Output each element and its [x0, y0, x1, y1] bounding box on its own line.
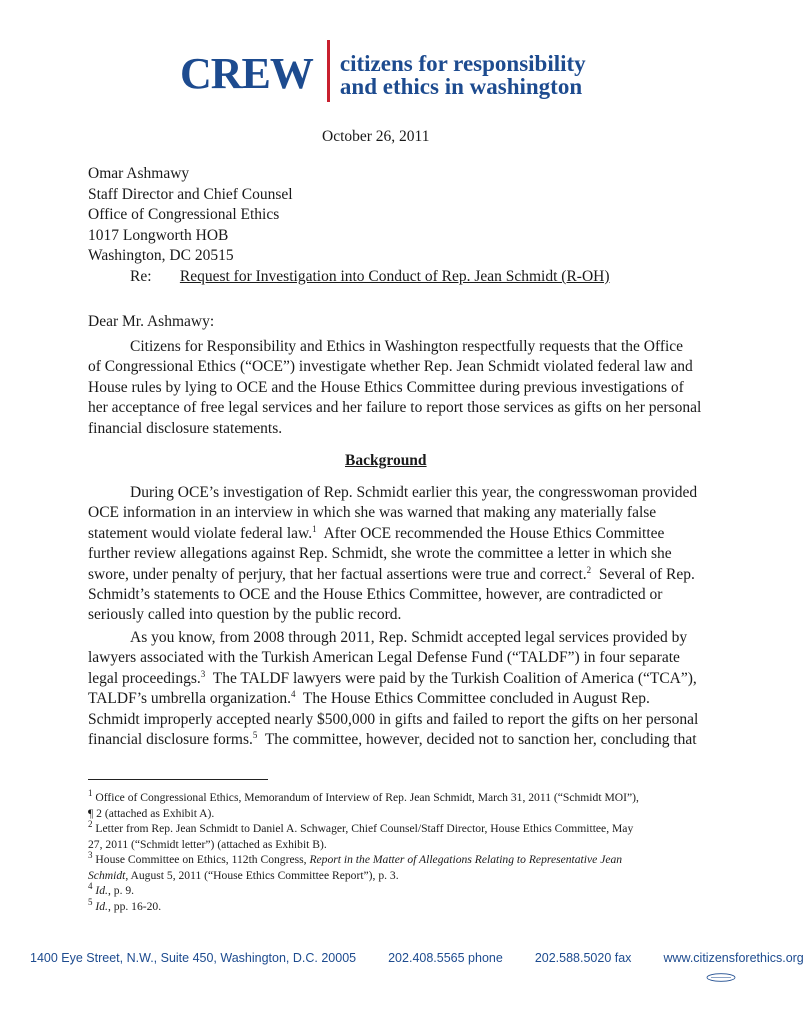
paragraph-line	[88, 524, 682, 544]
logo-name-line2: and ethics in washington	[339, 74, 583, 99]
footer-website: www.citizensforethics.org	[663, 951, 804, 965]
footnote-2-cont: 27, 2011 (“Schmidt letter”) (attached as Exhibit B).	[88, 837, 327, 851]
footnote-separator	[88, 779, 268, 780]
subject-line	[130, 268, 610, 286]
footnote-ref: 2	[586, 564, 592, 575]
footnote-text: , August 5, 2011 (“House Ethics Committee Report”), p. 3.	[125, 868, 399, 882]
footnote-number: 1	[88, 788, 93, 799]
footnote-3-cont	[88, 868, 698, 884]
paragraph-line: her acceptance of free legal services and her failure to report those services as gifts on her personal	[88, 399, 702, 417]
text-run: financial disclosure forms.	[88, 731, 253, 749]
paragraph-line	[88, 668, 697, 689]
footnote-text: , p. 9.	[107, 884, 135, 897]
paragraph-line: further review allegations against Rep. Schmidt, she wrote the committee a letter in which she	[88, 545, 672, 563]
paragraph-line	[88, 564, 695, 585]
footnote-ref: 3	[200, 668, 206, 679]
logo-divider	[327, 40, 330, 102]
footer-fax: 202.588.5020 fax	[534, 951, 632, 965]
paragraph-line: House rules by lying to OCE and the House Ethics Committee during previous investigations of	[88, 378, 684, 396]
intro-paragraph	[88, 337, 702, 439]
footnote-ref: 5	[252, 729, 258, 740]
footnote-4	[88, 883, 698, 899]
footer-phone: 202.408.5565 phone	[388, 951, 503, 965]
paragraph-line: Schmidt’s statements to OCE and the House Ethics Committee, however, are contradicted or	[88, 586, 663, 604]
footnote-number: 5	[88, 896, 93, 907]
text-run: Several of Rep.	[591, 565, 695, 583]
paragraph-line: During OCE’s investigation of Rep. Schmidt earlier this year, the congresswoman provided	[130, 484, 698, 501]
letter-date: October 26, 2011	[322, 128, 430, 145]
footnote-3	[88, 852, 698, 868]
footnotes	[88, 790, 698, 914]
footnote-title: Report in the Matter of Allegations Relating to Representative Jean	[309, 853, 623, 866]
text-run: legal proceedings.	[88, 669, 201, 687]
footnote-text: , pp. 16-20.	[107, 899, 162, 913]
logo-acronym: CREW	[180, 49, 313, 98]
footnote-1	[88, 790, 698, 806]
footnote-1-cont: ¶ 2 (attached as Exhibit A).	[88, 806, 215, 820]
logo-name	[340, 52, 586, 98]
background-paragraph-1	[88, 483, 698, 626]
footnote-ref: 1	[312, 523, 317, 534]
paragraph-line: of Congressional Ethics (“OCE”) investigate whether Rep. Jean Schmidt violated federal law and	[88, 358, 693, 376]
footnote-ref: 4	[290, 689, 296, 700]
footnote-number: 4	[88, 881, 93, 892]
paragraph-line: Schmidt improperly accepted nearly $500,000 in gifts and failed to report the gifts on her personal	[88, 710, 699, 728]
footnote-text: House Committee on Ethics, 112th Congress,	[92, 853, 310, 866]
recipient-address	[88, 164, 293, 267]
paragraph-line	[88, 689, 682, 709]
footnote-text: Office of Congressional Ethics, Memorandum of Interview of Rep. Jean Schmidt, March 31, 2011 (“Schmidt MOI”),	[92, 791, 639, 804]
paragraph-line: As you know, from 2008 through 2011, Rep. Schmidt accepted legal services provided by	[130, 629, 688, 646]
paragraph-line	[88, 729, 697, 750]
recipient-line: Office of Congressional Ethics	[88, 206, 280, 223]
footnote-5	[88, 896, 698, 915]
footnote-number: 2	[88, 819, 93, 830]
subject-text: Request for Investigation into Conduct of Rep. Jean Schmidt (R-OH)	[179, 268, 610, 285]
text-run: statement would violate federal law.	[88, 524, 313, 542]
text-run: The House Ethics Committee concluded in August Rep.	[295, 690, 650, 708]
text-run: The committee, however, decided not to sanction her, concluding that	[257, 731, 697, 749]
footnote-2	[88, 821, 698, 837]
crew-logo	[180, 40, 586, 106]
text-run: swore, under penalty of perjury, that her factual assertions were true and correct.	[88, 565, 587, 583]
recipient-line: Washington, DC 20515	[88, 247, 234, 264]
footnote-id: Id.	[92, 899, 108, 913]
subject-label: Re:	[130, 268, 152, 285]
union-bug-icon	[706, 973, 736, 982]
footnote-text: Letter from Rep. Jean Schmidt to Daniel A. Schwager, Chief Counsel/Staff Director, House Ethics Committee, May	[92, 822, 634, 835]
salutation: Dear Mr. Ashmawy:	[88, 313, 215, 330]
text-run: The TALDF lawyers were paid by the Turkish Coalition of America (“TCA”),	[205, 669, 697, 687]
footer-address: 1400 Eye Street, N.W., Suite 450, Washington, D.C. 20005	[30, 951, 357, 965]
paragraph-line: seriously called into question by the public record.	[88, 606, 402, 624]
logo-name-line1: citizens for responsibility	[339, 51, 586, 76]
paragraph-line: OCE information in an interview in which she was warned that making any materially false	[88, 504, 657, 522]
recipient-line: Staff Director and Chief Counsel	[88, 185, 293, 203]
paragraph-line: Citizens for Responsibility and Ethics in Washington respectfully requests that the Office	[130, 338, 684, 355]
text-run: TALDF’s umbrella organization.	[88, 690, 291, 708]
letterhead-footer	[30, 950, 804, 966]
section-heading-background: Background	[345, 452, 427, 469]
paragraph-line: lawyers associated with the Turkish American Legal Defense Fund (“TALDF”) in four separate	[88, 649, 680, 667]
recipient-line: Omar Ashmawy	[88, 165, 190, 182]
footnote-id: Id.	[92, 884, 108, 897]
footnote-number: 3	[88, 850, 93, 861]
paragraph-line: financial disclosure statements.	[88, 419, 283, 437]
background-paragraph-2	[88, 628, 699, 750]
recipient-line: 1017 Longworth HOB	[88, 226, 229, 244]
footnote-title: Schmidt	[88, 868, 126, 882]
text-run: After OCE recommended the House Ethics Committee	[316, 524, 665, 542]
